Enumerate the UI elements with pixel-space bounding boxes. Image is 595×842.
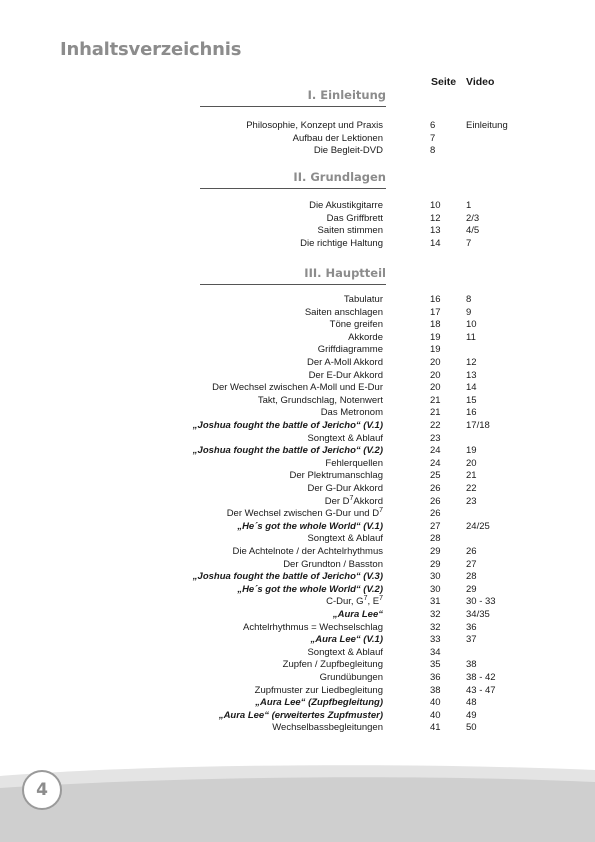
toc-entry-title: Takt, Grundschlag, Notenwert bbox=[257, 394, 383, 406]
toc-entry-page: 13 bbox=[430, 225, 441, 237]
toc-entry-page: 20 bbox=[430, 369, 441, 381]
toc-entry-page: 10 bbox=[430, 200, 441, 211]
toc-entry-title: Philosophie, Konzept und Praxis bbox=[246, 120, 383, 131]
toc-entry-page: 32 bbox=[430, 609, 441, 620]
superscript: 7 bbox=[379, 595, 383, 603]
toc-entry bbox=[120, 144, 520, 157]
toc-entry-title: C-Dur, $G^7$, $E^7$ bbox=[326, 595, 383, 608]
toc-entry-page: 8 bbox=[430, 145, 436, 157]
toc-entry-video: 36 bbox=[466, 621, 477, 633]
toc-entry bbox=[120, 132, 520, 145]
section-divider bbox=[200, 284, 386, 285]
toc-entry-title: „He´s got the whole World“ (V.1) bbox=[237, 520, 383, 532]
toc-entry-page: 36 bbox=[430, 672, 441, 683]
toc-entry-page: 26 bbox=[430, 508, 441, 520]
toc-entry-page: 7 bbox=[430, 132, 436, 144]
toc-entry bbox=[120, 507, 520, 520]
toc-entry bbox=[120, 237, 520, 250]
toc-entry bbox=[120, 224, 520, 237]
toc-entry-page: 26 bbox=[430, 495, 441, 507]
toc-entry-video: 29 bbox=[466, 583, 477, 595]
toc-entry-video: 7 bbox=[466, 237, 472, 249]
toc-entry-page: 19 bbox=[430, 344, 441, 356]
toc-entry-title: Töne greifen bbox=[329, 319, 383, 331]
toc-entry-page: 29 bbox=[430, 558, 441, 570]
toc-entry bbox=[120, 119, 520, 132]
toc-entry-video: 8 bbox=[466, 294, 472, 305]
toc-entry bbox=[120, 212, 520, 225]
toc-entry-page: 21 bbox=[430, 394, 441, 406]
toc-entry bbox=[120, 595, 520, 608]
toc-entry-page: 20 bbox=[430, 382, 441, 394]
toc-entry-title: Wechselbassbegleitungen bbox=[272, 722, 383, 734]
toc-entry-title: Akkorde bbox=[348, 331, 383, 343]
toc-entry-title: Die Begleit-DVD bbox=[313, 145, 383, 157]
toc-entry-page: 40 bbox=[430, 709, 441, 721]
toc-entry-title: Zupfmuster zur Liedbegleitung bbox=[254, 684, 383, 696]
toc-entry bbox=[120, 356, 520, 369]
toc-entry-title: Saiten stimmen bbox=[317, 225, 383, 237]
toc-entry bbox=[120, 608, 520, 621]
toc-entry-page: 41 bbox=[430, 722, 441, 734]
toc-entry-page: 18 bbox=[430, 319, 441, 331]
toc-entry-title: Zupfen / Zupfbegleitung bbox=[282, 659, 383, 671]
toc-entry-title: Der $D^7Akkord$ bbox=[324, 494, 383, 507]
toc-entry-video: 22 bbox=[466, 483, 477, 494]
toc-entry-title: Der G-Dur Akkord bbox=[307, 483, 383, 494]
section-title: I. Einleitung bbox=[307, 88, 386, 102]
toc-entry-page: 38 bbox=[430, 684, 441, 696]
toc-entry-page: 29 bbox=[430, 546, 441, 557]
toc-entry-video: 24/25 bbox=[466, 520, 490, 532]
toc-entry-page: 25 bbox=[430, 470, 441, 482]
toc-entry-video: 4/5 bbox=[466, 225, 480, 237]
toc-entry-title: Grundübungen bbox=[319, 672, 383, 683]
toc-entry-video: 13 bbox=[466, 369, 477, 381]
toc-entry bbox=[120, 406, 520, 419]
toc-entry-page: 31 bbox=[430, 596, 441, 608]
toc-entry-page: 20 bbox=[430, 357, 441, 368]
toc-entry bbox=[120, 570, 520, 583]
superscript: 7 bbox=[349, 494, 354, 502]
toc-entry-title: „Aura Lee“ (erweitertes Zupfmuster) bbox=[218, 709, 383, 721]
toc-entry-title: „Joshua fought the battle of Jericho“ (V.3) bbox=[192, 571, 383, 583]
toc-entry-page: 28 bbox=[430, 533, 441, 545]
toc-entry-video: 19 bbox=[466, 445, 477, 457]
toc-entry-title: Der Wechsel zwischen G-Dur und $D^7$ bbox=[226, 507, 383, 520]
toc-entry-title: Der E-Dur Akkord bbox=[308, 369, 383, 381]
toc-entry-video: 2/3 bbox=[466, 212, 480, 224]
toc-entry-video: 11 bbox=[466, 331, 476, 343]
toc-entry-page: 34 bbox=[430, 646, 441, 658]
toc-entry-page: 30 bbox=[430, 583, 441, 595]
toc-entry-title: Saiten anschlagen bbox=[304, 306, 383, 318]
toc-entry-video: 38 - 42 bbox=[466, 672, 496, 683]
toc-entry-video: Einleitung bbox=[466, 120, 508, 131]
toc-entry bbox=[120, 369, 520, 382]
toc-entry-video: 49 bbox=[466, 709, 477, 721]
toc-entry-page: 17 bbox=[430, 306, 441, 318]
toc-entry-video: 14 bbox=[466, 382, 477, 394]
toc-entry-title: Das Griffbrett bbox=[326, 212, 383, 224]
toc-entry-video: 43 - 47 bbox=[466, 684, 496, 696]
toc-entry-video: 27 bbox=[466, 558, 477, 570]
toc-entry bbox=[120, 199, 520, 212]
toc-entry bbox=[120, 520, 520, 533]
toc-entry bbox=[120, 532, 520, 545]
toc-entry bbox=[120, 482, 520, 495]
toc-entry-video: 15 bbox=[466, 394, 477, 406]
toc-entry-title: „Aura Lee“ (Zupfbegleitung) bbox=[255, 697, 383, 709]
toc-entry-page: 24 bbox=[430, 445, 441, 457]
toc-entry-title: Der Grundton / Basston bbox=[283, 558, 383, 570]
toc-entry bbox=[120, 709, 520, 722]
toc-entry-title: Das Metronom bbox=[320, 407, 383, 419]
toc-entry-title: Songtext & Ablauf bbox=[307, 646, 383, 658]
toc-entry bbox=[120, 721, 520, 734]
toc-entry-title: Der A-Moll Akkord bbox=[306, 357, 383, 368]
toc-entry-video: 1 bbox=[466, 200, 472, 211]
toc-entry-page: 33 bbox=[430, 634, 441, 646]
toc-entry-video: 9 bbox=[466, 306, 472, 318]
toc-entry-page: 26 bbox=[430, 483, 441, 494]
toc-entry-page: 12 bbox=[430, 212, 441, 224]
toc-entry-title: „Aura Lee“ (V.1) bbox=[310, 634, 383, 646]
toc-entry bbox=[120, 684, 520, 697]
superscript: 7 bbox=[363, 595, 368, 603]
toc-entry-title: „Joshua fought the battle of Jericho“ (V.2) bbox=[192, 445, 383, 457]
section-title: III. Hauptteil bbox=[304, 266, 386, 280]
toc-entry-title: „Aura Lee“ bbox=[332, 609, 383, 620]
toc-entry-title: „He´s got the whole World“ (V.2) bbox=[237, 583, 383, 595]
toc-entry bbox=[120, 432, 520, 445]
toc-entry bbox=[120, 545, 520, 558]
toc-entry bbox=[120, 583, 520, 596]
toc-entry bbox=[120, 469, 520, 482]
toc-entry bbox=[120, 318, 520, 331]
toc-entry bbox=[120, 381, 520, 394]
toc-entry-page: 30 bbox=[430, 571, 441, 583]
toc-entry-video: 38 bbox=[466, 659, 477, 671]
toc-entry-page: 32 bbox=[430, 621, 441, 633]
toc-entry bbox=[120, 419, 520, 432]
toc-entry-title: Achtelrhythmus = Wechselschlag bbox=[242, 621, 383, 633]
toc-entry-video: 20 bbox=[466, 457, 477, 469]
toc-entry-video: 26 bbox=[466, 546, 477, 557]
toc-entry-video: 50 bbox=[466, 722, 477, 734]
toc-entry-page: 24 bbox=[430, 457, 441, 469]
section-divider bbox=[200, 106, 386, 107]
toc-entry-title: Fehlerquellen bbox=[325, 457, 383, 469]
toc-entry bbox=[120, 658, 520, 671]
page-title: Inhaltsverzeichnis bbox=[60, 39, 242, 60]
toc-entry-video: 48 bbox=[466, 697, 477, 709]
toc-entry bbox=[120, 457, 520, 470]
toc-entry-video: 37 bbox=[466, 634, 477, 646]
section-title: II. Grundlagen bbox=[293, 170, 386, 184]
toc-entry bbox=[120, 646, 520, 659]
toc-entry-page: 6 bbox=[430, 120, 436, 131]
toc-entry-page: 22 bbox=[430, 420, 441, 431]
toc-entry bbox=[120, 331, 520, 344]
toc-entry bbox=[120, 343, 520, 356]
toc-entry-video: 23 bbox=[466, 495, 477, 507]
toc-entry-page: 16 bbox=[430, 294, 441, 305]
toc-entry bbox=[120, 394, 520, 407]
toc-entry bbox=[120, 558, 520, 571]
toc-entry-title: Griffdiagramme bbox=[317, 344, 383, 356]
toc-entry bbox=[120, 306, 520, 319]
toc-entry-title: Tabulatur bbox=[343, 294, 383, 305]
toc-entry-page: 23 bbox=[430, 432, 441, 444]
toc-entry-video: 21 bbox=[466, 470, 477, 482]
toc-entry bbox=[120, 671, 520, 684]
toc-entry-title: Die richtige Haltung bbox=[300, 237, 383, 249]
toc-entry-title: Songtext & Ablauf bbox=[307, 533, 383, 545]
footer-wave bbox=[0, 760, 595, 842]
toc-entry-page: 27 bbox=[430, 520, 441, 532]
section-divider bbox=[200, 188, 386, 189]
page-number: 4 bbox=[22, 770, 62, 810]
toc-entry-title: Der Wechsel zwischen A-Moll und E-Dur bbox=[212, 382, 383, 394]
toc-entry bbox=[120, 495, 520, 508]
toc-entry-page: 35 bbox=[430, 659, 441, 671]
toc-entry-video: 34/35 bbox=[466, 609, 490, 620]
toc-entry bbox=[120, 696, 520, 709]
toc-entry-title: Songtext & Ablauf bbox=[307, 432, 383, 444]
toc-entry-page: 21 bbox=[430, 407, 441, 419]
superscript: 7 bbox=[379, 507, 383, 515]
toc-entry bbox=[120, 293, 520, 306]
toc-entry-title: Die Achtelnote / der Achtelrhythmus bbox=[232, 546, 383, 557]
toc-entry-page: 40 bbox=[430, 697, 441, 709]
toc-entry-video: 30 - 33 bbox=[466, 596, 496, 608]
toc-entry-video: 16 bbox=[466, 407, 477, 419]
toc-entry-video: 17/18 bbox=[466, 420, 490, 431]
column-header-page: Seite bbox=[431, 76, 457, 88]
toc-entry-page: 14 bbox=[430, 237, 441, 249]
toc-entry-title: Die Akustikgitarre bbox=[309, 200, 383, 211]
toc-entry bbox=[120, 633, 520, 646]
toc-entry-title: Aufbau der Lektionen bbox=[292, 132, 383, 144]
toc-entry-video: 10 bbox=[466, 319, 477, 331]
toc-entry-video: 28 bbox=[466, 571, 477, 583]
toc-entry-title: „Joshua fought the battle of Jericho“ (V.1) bbox=[192, 420, 383, 431]
column-header-video: Video bbox=[466, 76, 495, 88]
toc-entry bbox=[120, 444, 520, 457]
toc-entry bbox=[120, 621, 520, 634]
toc-entry-video: 12 bbox=[466, 357, 477, 368]
toc-entry-title: Der Plektrumanschlag bbox=[289, 470, 383, 482]
toc-entry-page: 19 bbox=[430, 331, 441, 343]
